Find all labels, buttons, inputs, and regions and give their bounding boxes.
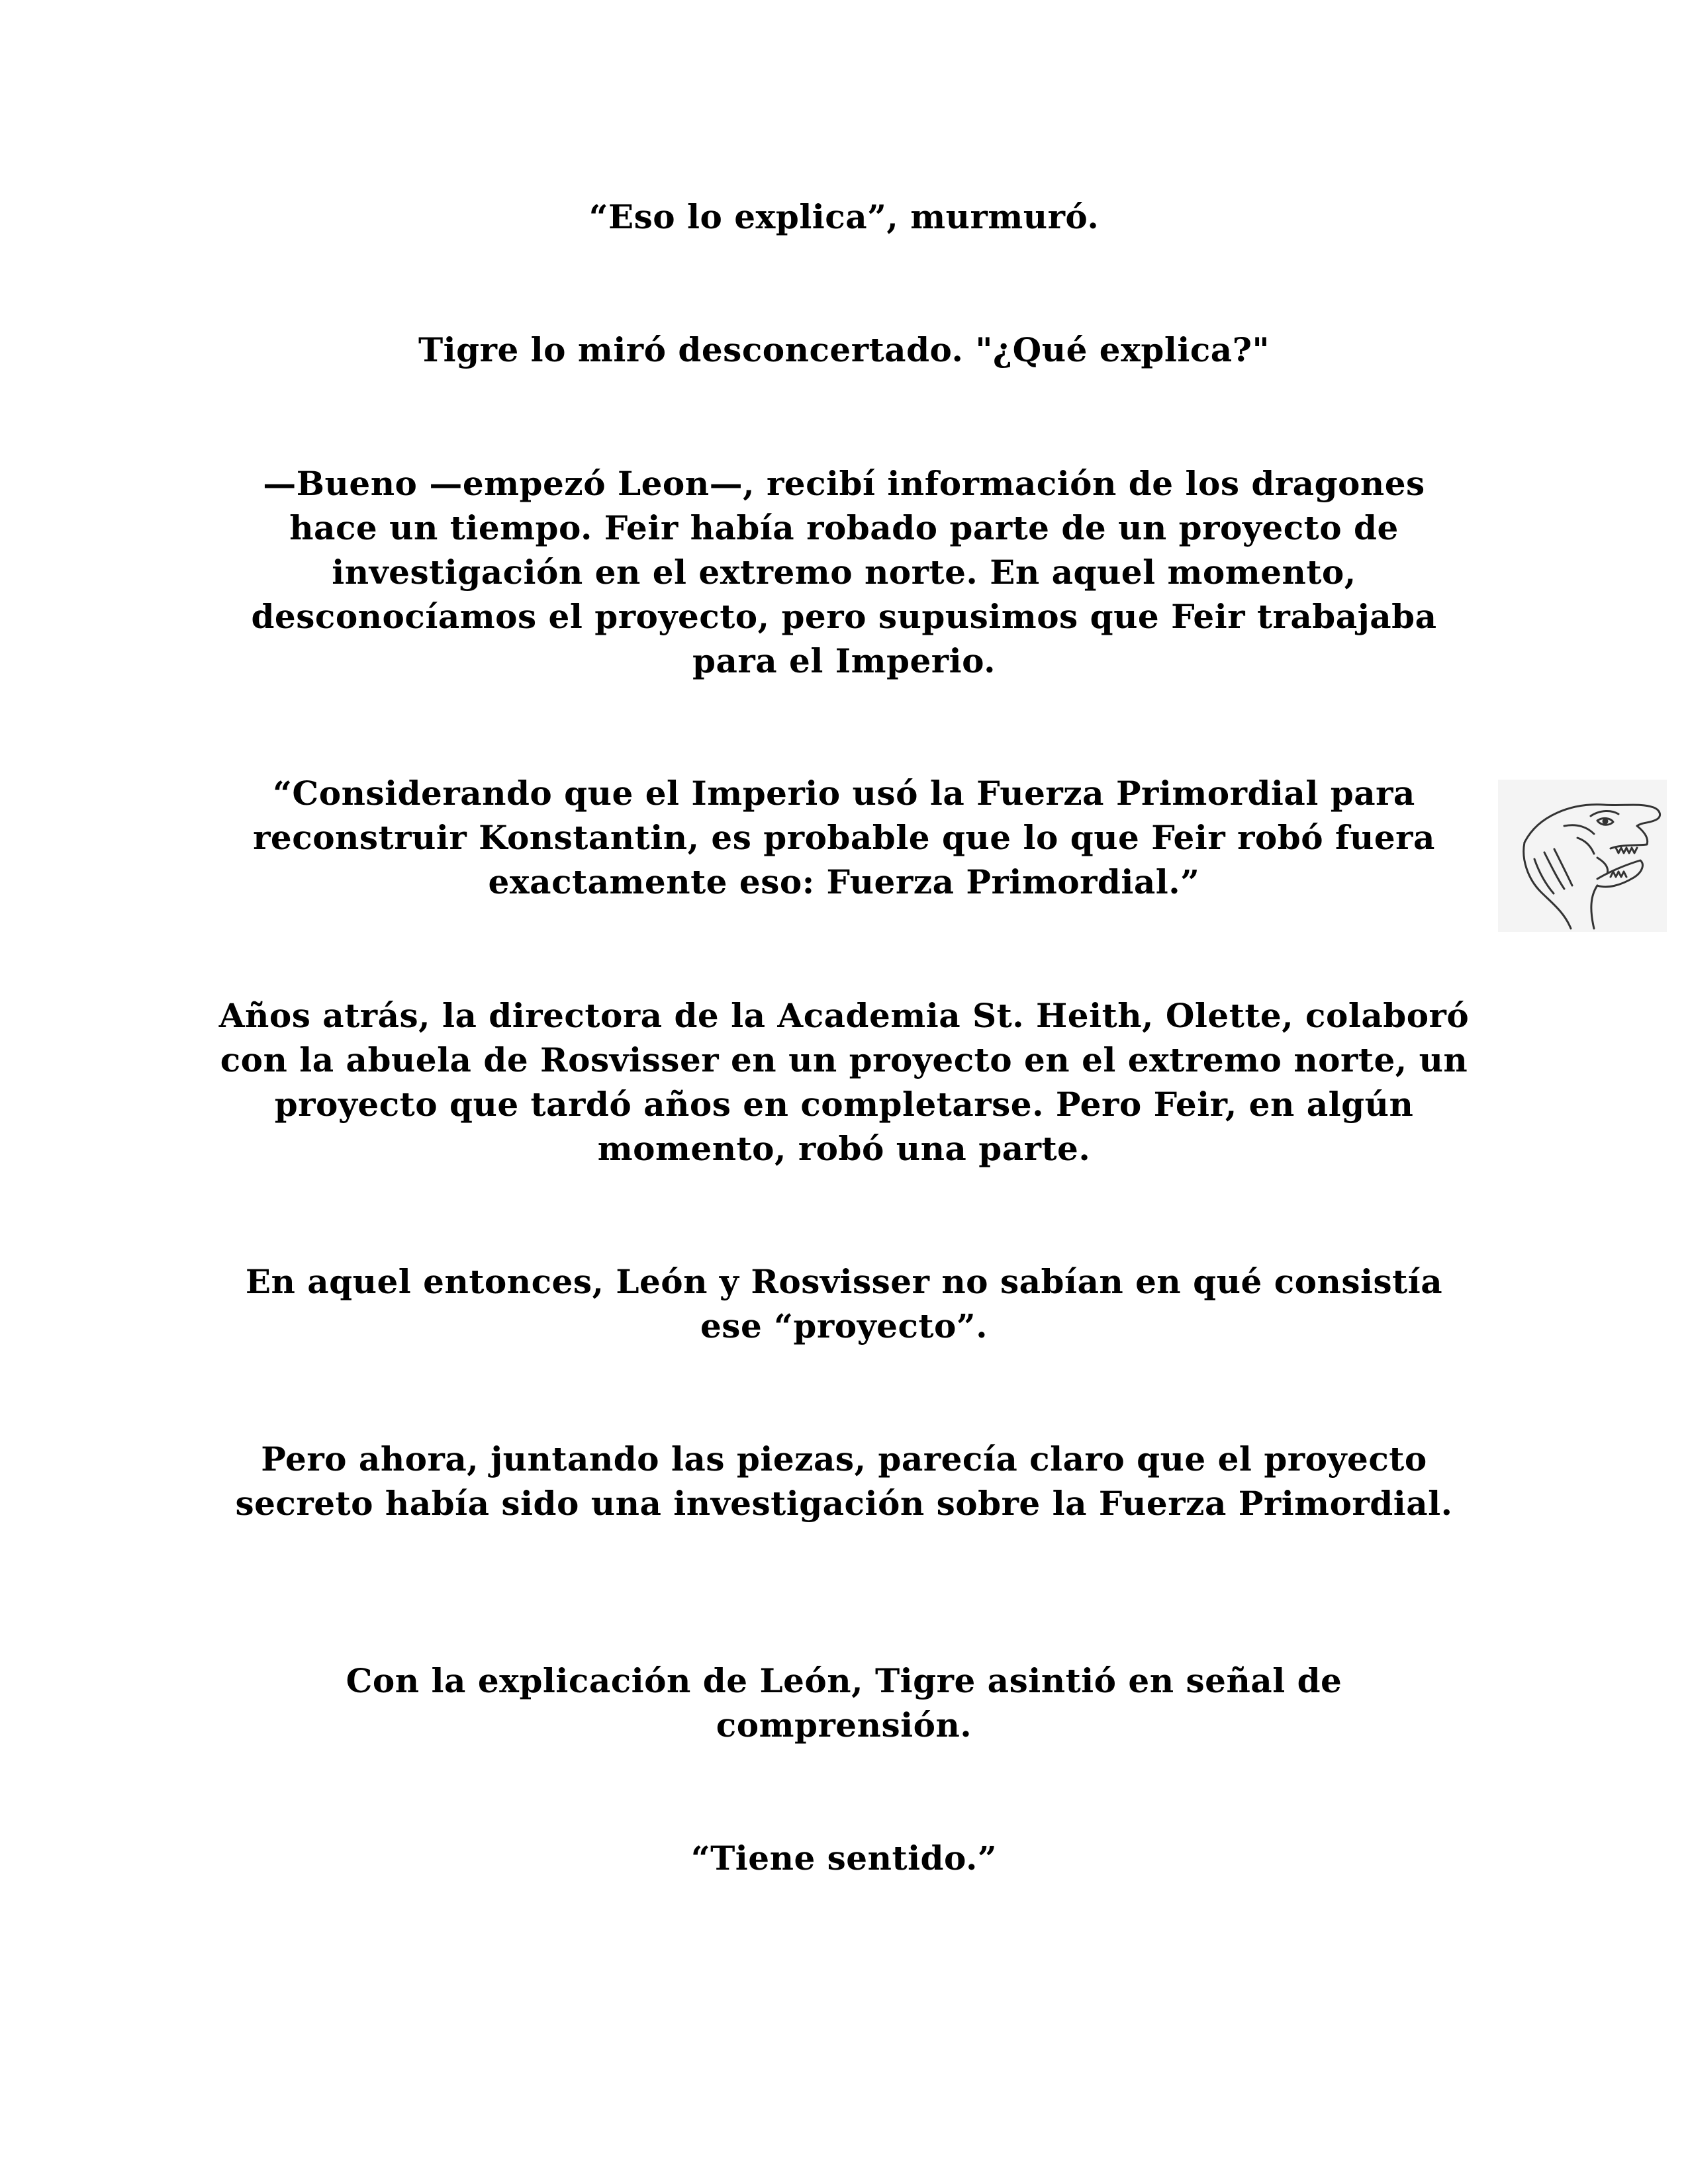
paragraph-3: —Bueno —empezó Leon—, recibí información de los dragones hace un tiempo. Feir había robado parte de un proyecto de investigación en el extremo norte. En aquel momento, desconocíamos el proyecto, pero supusimos que Feir trabajaba para el Imperio. <box>251 464 1437 680</box>
paragraph-1: “Eso lo explica”, murmuró. <box>588 197 1100 236</box>
paragraph-7: Pero ahora, juntando las piezas, parecía claro que el proyecto secreto había sido una investigación sobre la Fuerza Primordial. <box>235 1439 1453 1523</box>
paragraph-5: Años atrás, la directora de la Academia St. Heith, Olette, colaboró con la abuela de Rosvisser en un proyecto en el extremo norte, un proyecto que tardó años en completarse. Pero Feir, en algún momento, robó una parte. <box>218 996 1470 1168</box>
paragraph-8: Con la explicación de León, Tigre asintió en señal de comprensión. <box>346 1661 1342 1745</box>
paragraph-6: En aquel entonces, León y Rosvisser no sabían en qué consistía ese “proyecto”. <box>245 1262 1443 1345</box>
paragraph-9: “Tiene sentido.” <box>690 1839 998 1878</box>
paragraph-2: Tigre lo miró desconcertado. "¿Qué explica?" <box>418 330 1270 369</box>
paragraph-4: “Considerando que el Imperio usó la Fuerza Primordial para reconstruir Konstantin, es probable que lo que Feir robó fuera exactamente eso: Fuerza Primordial.” <box>253 774 1435 901</box>
dinosaur-head-sketch-icon <box>1498 780 1667 932</box>
